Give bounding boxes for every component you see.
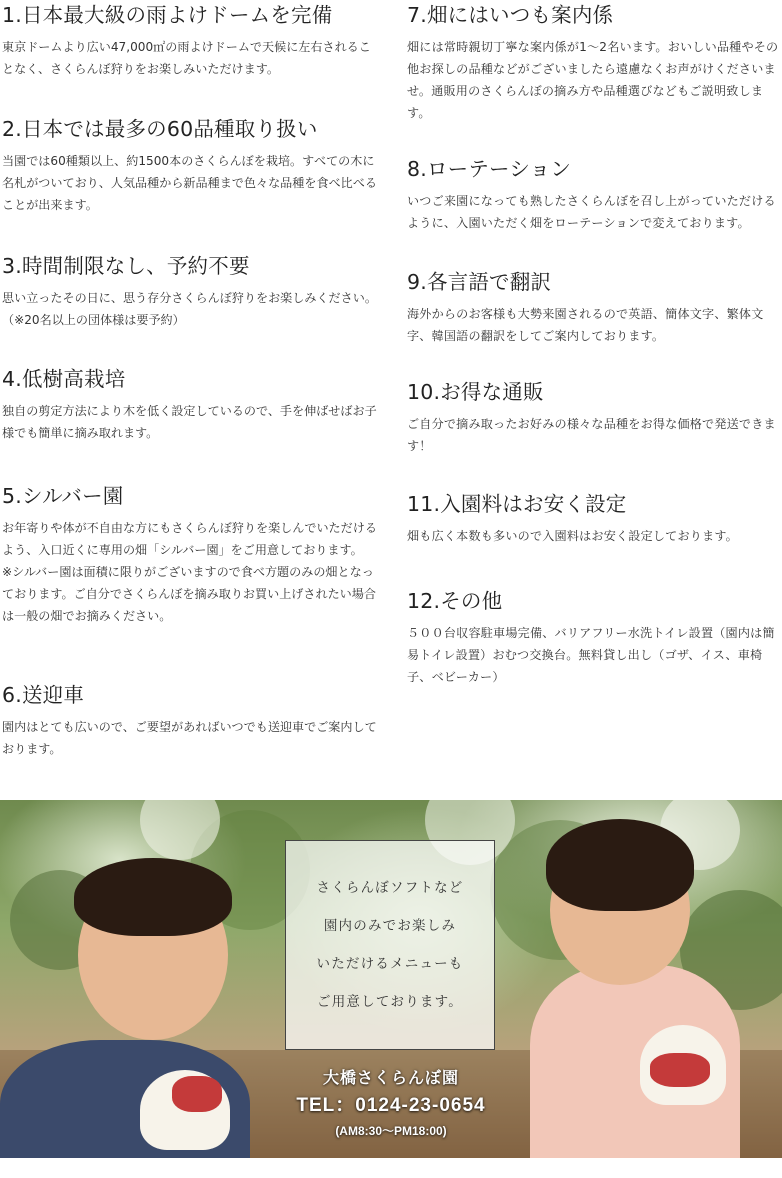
feature-text: ご自分で摘み取ったお好みの様々な品種をお得な価格で発送できます！ [407, 417, 776, 453]
feature-6 [2, 680, 382, 760]
feature-heading: 6.送迎車 [2, 683, 85, 707]
menu-line: 園内のみでお楽しみ [323, 918, 457, 934]
feature-heading: 2.日本では最多の60品種取り扱い [2, 117, 318, 141]
feature-3 [2, 251, 382, 331]
boy-eating-ice-cream [0, 840, 280, 1158]
feature-1 [2, 0, 382, 80]
feature-text: お年寄りや体が不自由な方にもさくらんぼ狩りを楽しんでいただけるよう、入口近くに専用の畑「シルバー園」をご用意しております。 [2, 521, 377, 557]
feature-heading: 8.ローテーション [407, 157, 572, 181]
feature-heading: 11.入園料はお安く設定 [407, 492, 627, 516]
farm-hours: (AM8:30～PM18:00) [335, 1124, 447, 1138]
feature-7 [407, 0, 782, 124]
feature-4 [2, 364, 382, 444]
feature-10 [407, 377, 782, 457]
feature-heading: 5.シルバー園 [2, 484, 124, 508]
menu-notice-box [285, 840, 495, 1050]
feature-text: 当園では60種類以上、約1500本のさくらんぼを栽培。すべての木に名札がついており、人気品種から新品種まで色々な品種を食べ比べることが出来ます。 [2, 154, 377, 212]
farm-info [250, 1066, 532, 1142]
feature-heading: 9.各言語で翻訳 [407, 270, 552, 294]
feature-heading: 3.時間制限なし、予約不要 [2, 254, 250, 278]
farm-phone[interactable]: TEL：0124-23-0654 [296, 1095, 486, 1116]
feature-11 [407, 489, 782, 547]
feature-heading: 12.その他 [407, 589, 503, 613]
feature-heading: 4.低樹高栽培 [2, 367, 126, 391]
menu-line: いただけるメニューも [316, 956, 464, 972]
feature-5 [2, 481, 382, 627]
feature-text: 海外からのお客様も大勢来園されるので英語、簡体文字、繁体文字、韓国語の翻訳をしてご案内しております。 [407, 307, 764, 343]
feature-text: 独自の剪定方法により木を低く設定しているので、手を伸ばせばお子様でも簡単に摘み取れます。 [2, 404, 377, 440]
feature-text: 園内はとても広いので、ご要望があればいつでも送迎車でご案内しております。 [2, 720, 377, 756]
feature-text: 東京ドームより広い47,000㎡の雨よけドームで天候に左右されることなく、さくらんぼ狩りをお楽しみいただけます。 [2, 40, 371, 76]
feature-note: ※シルバー園は面積に限りがございますので食べ方題のみの畑となっております。ご自分でさくらんぼを摘み取りお買い上げされたい場合は一般の畑でお摘みください。 [2, 565, 376, 623]
feature-text: 思い立ったその日に、思う存分さくらんぼ狩りをお楽しみください。（※20名以上の団体様は要予約） [2, 291, 377, 327]
feature-heading: 10.お得な通販 [407, 380, 544, 404]
feature-text: 畑も広く本数も多いので入園料はお安く設定しております。 [407, 529, 738, 543]
feature-text: ５００台収容駐車場完備、バリアフリー水洗トイレ設置（園内は簡易トイレ設置）おむつ交換台。無料貸し出し（ゴザ、イス、車椅子、ベビーカー） [407, 626, 775, 684]
feature-12 [407, 586, 782, 688]
girl-eating-ice-cream [520, 815, 782, 1158]
feature-heading: 7.畑にはいつも案内係 [407, 3, 614, 27]
feature-text: いつご来園になっても熟したさくらんぼを召し上がっていただけるように、入園いただく畑をローテーションで変えております。 [407, 194, 776, 230]
feature-text: 畑には常時親切丁寧な案内係が1～2名います。おいしい品種やその他お探しの品種などがございましたら遠慮なくお声がけくださいませ。通販用のさくらんぼの摘み方や品種選びなどもご説明致します。 [407, 40, 779, 120]
feature-8 [407, 154, 782, 234]
menu-line: さくらんぼソフトなど [316, 880, 464, 896]
menu-line: ご用意しております。 [317, 994, 463, 1010]
feature-9 [407, 267, 782, 347]
feature-2 [2, 114, 382, 216]
feature-heading: 1.日本最大級の雨よけドームを完備 [2, 3, 333, 27]
farm-name: 大橋さくらんぼ園 [322, 1070, 459, 1087]
hero-banner [0, 800, 782, 1158]
